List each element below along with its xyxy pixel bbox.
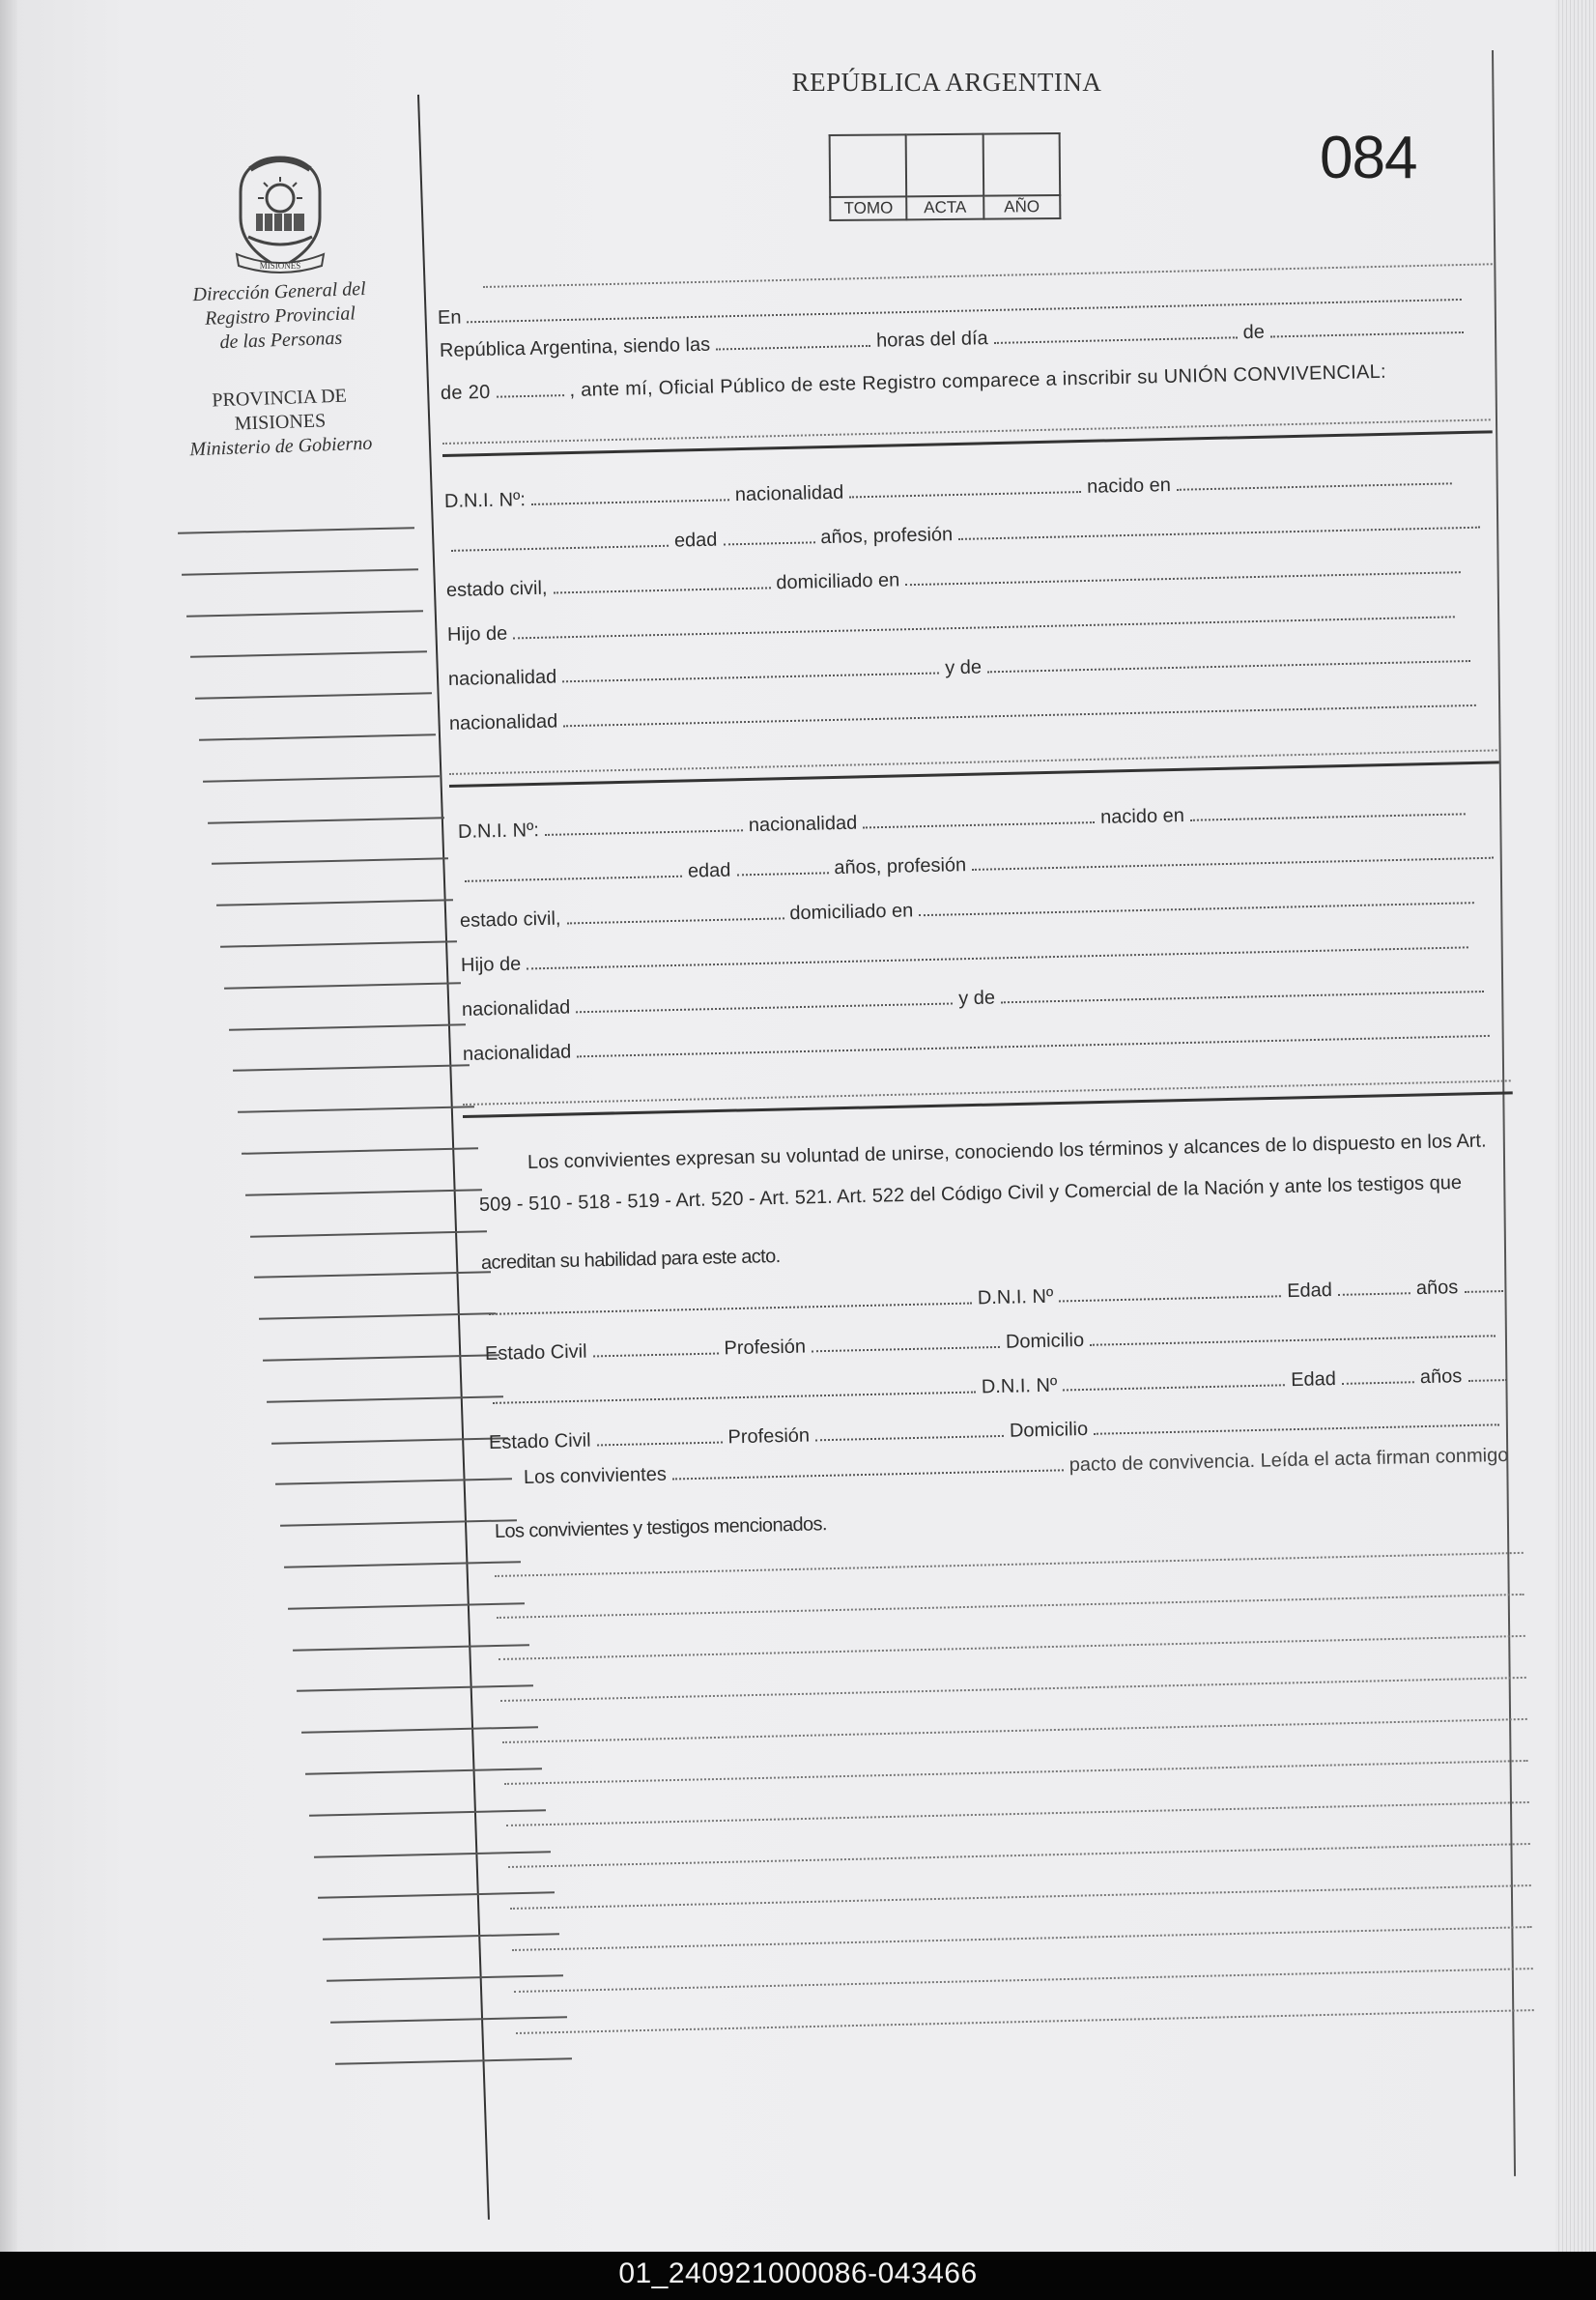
declaration-line-3: acreditan su habilidad para este acto. xyxy=(480,1245,781,1274)
observation-line[interactable] xyxy=(510,1884,1531,1910)
closing-row-2: Los convivientes y testigos mencionados. xyxy=(494,1513,828,1542)
declaration-line-2: 509 - 510 - 518 - 519 - Art. 520 - Art. 521. Art. 522 del Código Civil y Comercial de la Nación y ante los testigos que xyxy=(478,1171,1463,1216)
margin-note-line[interactable] xyxy=(182,568,418,575)
witness-2-anos-label: años xyxy=(1419,1366,1463,1389)
margin-note-line[interactable] xyxy=(284,1561,521,1567)
hour-field[interactable] xyxy=(716,343,870,351)
person-2-madre-nacionalidad-label: nacionalidad xyxy=(462,1041,572,1065)
witness-1-estado-civil-label: Estado Civil xyxy=(484,1340,587,1365)
country-header: REPÚBLICA ARGENTINA xyxy=(791,68,1102,97)
witness-2-dni-label: D.N.I. Nº xyxy=(981,1374,1058,1398)
observation-line[interactable] xyxy=(499,1635,1525,1660)
margin-note-line[interactable] xyxy=(271,1437,508,1444)
person-1-separator xyxy=(449,761,1499,787)
stacked-page-edges xyxy=(1555,0,1596,2252)
observation-line[interactable] xyxy=(502,1718,1527,1743)
person-1-padre-field[interactable] xyxy=(513,614,1455,639)
person-1-profesion-label: años, profesión xyxy=(820,524,954,549)
margin-note-line[interactable] xyxy=(280,1519,517,1526)
person-2-row-6 xyxy=(463,1021,1496,1066)
right-margin-rule xyxy=(1492,50,1516,2176)
observation-line[interactable] xyxy=(514,1968,1533,1993)
witness-2-row-1 xyxy=(487,1365,1513,1410)
witness-1-anos-label: años xyxy=(1415,1277,1459,1300)
opening-bottom-line[interactable] xyxy=(442,418,1491,445)
witness-1-estado-civil-field[interactable] xyxy=(593,1351,719,1358)
margin-note-line[interactable] xyxy=(267,1395,503,1402)
day-field[interactable] xyxy=(994,334,1238,344)
closing-row-1 xyxy=(524,1445,1509,1489)
margin-note-line[interactable] xyxy=(314,1851,551,1857)
witness-2-name-field[interactable] xyxy=(493,1390,976,1404)
ministry-line: Ministerio de Gobierno xyxy=(189,432,373,461)
los-convivientes-label: Los convivientes xyxy=(523,1463,668,1488)
crest-banner-text: MISIONES xyxy=(259,261,301,271)
margin-note-line[interactable] xyxy=(242,1147,478,1154)
margin-note-line[interactable] xyxy=(238,1106,474,1112)
witness-1-domicilio-label: Domicilio xyxy=(1005,1329,1085,1353)
margin-note-line[interactable] xyxy=(220,940,457,947)
person-2-y-de-label: y de xyxy=(957,987,996,1010)
person-2-padre-field[interactable] xyxy=(527,944,1468,969)
person-1-madre-nacionalidad-label: nacionalidad xyxy=(448,710,558,734)
person-1-madre-nacionalidad-field[interactable] xyxy=(563,703,1476,727)
person-1-estado-civil-field[interactable] xyxy=(554,585,771,593)
year-label: de 20 xyxy=(440,381,491,404)
person-2-estado-civil-label: estado civil, xyxy=(459,907,561,932)
margin-note-line[interactable] xyxy=(305,1768,542,1774)
month-field[interactable] xyxy=(1270,330,1464,338)
margin-note-line[interactable] xyxy=(208,817,444,823)
person-1-extra-line[interactable] xyxy=(449,749,1497,775)
year-field[interactable] xyxy=(497,392,564,398)
margin-note-line[interactable] xyxy=(297,1685,533,1692)
person-1-nacionalidad-label: nacionalidad xyxy=(734,481,844,506)
person-2-domiciliado-label: domiciliado en xyxy=(789,900,914,925)
person-2-row-1 xyxy=(458,798,1471,844)
person-2-profesion-label: años, profesión xyxy=(834,854,967,879)
de-label: de xyxy=(1242,321,1266,344)
witness-1-dni-label: D.N.I. Nº xyxy=(977,1285,1054,1309)
person-2-profesion-field[interactable] xyxy=(972,855,1494,871)
witness-1-anos-field[interactable] xyxy=(1464,1288,1502,1293)
left-margin-rule xyxy=(417,95,490,2220)
person-2-padre-nacionalidad-label: nacionalidad xyxy=(461,996,571,1021)
declaration-line-1: Los convivientes expresan su voluntad de unirse, conociendo los términos y alcances de lo dispuesto en los Art. xyxy=(527,1130,1487,1173)
witness-1-edad-field[interactable] xyxy=(1338,1290,1411,1296)
person-1-madre-field[interactable] xyxy=(987,658,1470,673)
margin-note-line[interactable] xyxy=(186,610,423,617)
person-1-row-2 xyxy=(445,512,1487,558)
margin-note-line[interactable] xyxy=(263,1354,499,1361)
tomo-label: TOMO xyxy=(830,196,907,220)
margin-note-line[interactable] xyxy=(301,1726,538,1733)
margin-note-line[interactable] xyxy=(327,1974,563,1981)
person-1-dni-label: D.N.I. Nº: xyxy=(443,489,527,512)
opening-top-line[interactable] xyxy=(483,263,1493,288)
person-2-madre-nacionalidad-field[interactable] xyxy=(577,1033,1490,1057)
witness-1-profesion-label: Profesión xyxy=(724,1336,807,1360)
margin-note-line[interactable] xyxy=(233,1065,470,1072)
person-2-separator xyxy=(463,1091,1513,1117)
observation-line[interactable] xyxy=(500,1677,1526,1702)
section-separator-1 xyxy=(442,430,1493,456)
margin-note-line[interactable] xyxy=(288,1602,525,1609)
margin-note-line[interactable] xyxy=(178,527,414,533)
scan-id: 01_240921000086-043466 xyxy=(618,2257,978,2289)
margin-note-line[interactable] xyxy=(199,733,436,740)
observation-line[interactable] xyxy=(512,1926,1532,1951)
ano-box[interactable] xyxy=(983,133,1060,196)
person-1-name-field[interactable] xyxy=(451,543,669,552)
person-2-domicilio-field[interactable] xyxy=(919,900,1474,916)
en-label: En xyxy=(437,306,462,329)
comparece-text: , ante mí, Oficial Público de este Registro comparece a inscribir su UNIÓN CONVIVENCIAL: xyxy=(569,360,1387,401)
pacto-text: pacto de convivencia. Leída el acta firman conmigo xyxy=(1069,1444,1509,1477)
en-field[interactable] xyxy=(467,297,1462,323)
person-2-estado-civil-field[interactable] xyxy=(567,915,784,924)
person-2-nacido-en-field[interactable] xyxy=(1190,811,1466,820)
observation-line[interactable] xyxy=(508,1843,1530,1868)
person-2-extra-line[interactable] xyxy=(463,1079,1511,1106)
margin-note-line[interactable] xyxy=(335,2057,572,2064)
margin-note-line[interactable] xyxy=(229,1023,466,1030)
pacto-field[interactable] xyxy=(672,1467,1064,1480)
witness-1-profesion-field[interactable] xyxy=(812,1344,1000,1352)
margin-note-line[interactable] xyxy=(330,2016,567,2023)
witness-2-dni-field[interactable] xyxy=(1063,1382,1285,1391)
margin-note-line[interactable] xyxy=(323,1933,559,1940)
issuer-line-2: Registro Provincial xyxy=(204,302,356,330)
misiones-crest-icon xyxy=(227,150,333,275)
person-2-nacido-en-label: nacido en xyxy=(1099,804,1185,828)
person-1-row-4 xyxy=(447,601,1462,647)
province-line-2: MISIONES xyxy=(234,410,327,435)
margin-note-line[interactable] xyxy=(245,1189,482,1195)
margin-note-line[interactable] xyxy=(250,1230,487,1237)
person-1-row-5 xyxy=(448,646,1476,691)
person-2-name-field[interactable] xyxy=(465,874,682,882)
person-2-dni-field[interactable] xyxy=(545,827,743,836)
person-2-row-3 xyxy=(460,887,1481,933)
issuer-line-3: de las Personas xyxy=(219,327,343,354)
horas-label: horas del día xyxy=(875,328,988,352)
person-1-padre-nacionalidad-field[interactable] xyxy=(562,670,939,682)
margin-note-line[interactable] xyxy=(254,1272,491,1279)
witness-1-row-1 xyxy=(483,1276,1509,1321)
person-1-row-6 xyxy=(449,690,1483,735)
witness-1-domicilio-field[interactable] xyxy=(1090,1333,1496,1346)
witness-1-row-2 xyxy=(485,1320,1501,1366)
witness-2-edad-label: Edad xyxy=(1290,1368,1337,1392)
person-1-estado-civil-label: estado civil, xyxy=(445,577,548,601)
person-1-hijo-de-label: Hijo de xyxy=(446,622,508,646)
witness-2-domicilio-field[interactable] xyxy=(1094,1422,1499,1435)
person-2-padre-nacionalidad-field[interactable] xyxy=(576,1000,953,1013)
opening-row-3 xyxy=(441,361,1386,405)
ano-label: AÑO xyxy=(983,195,1061,219)
witness-2-anos-field[interactable] xyxy=(1468,1377,1506,1382)
person-1-row-1 xyxy=(444,468,1458,513)
province-line-1: PROVINCIA DE xyxy=(212,385,348,412)
book-spine-shadow xyxy=(0,0,17,2252)
issuer-block xyxy=(173,276,387,357)
margin-note-line[interactable] xyxy=(212,858,448,865)
tomo-box[interactable] xyxy=(830,134,907,197)
person-1-edad-field[interactable] xyxy=(723,539,814,545)
margin-note-line[interactable] xyxy=(318,1892,555,1899)
person-2-row-2 xyxy=(459,843,1500,888)
person-1-nacionalidad-field[interactable] xyxy=(849,489,1081,498)
observation-line[interactable] xyxy=(497,1594,1525,1619)
person-2-edad-field[interactable] xyxy=(736,870,828,876)
margin-note-line[interactable] xyxy=(275,1479,512,1485)
observation-line[interactable] xyxy=(504,1760,1528,1785)
witness-1-name-field[interactable] xyxy=(489,1301,972,1315)
acta-box[interactable] xyxy=(906,134,983,197)
person-2-dni-label: D.N.I. Nº: xyxy=(457,819,540,843)
person-2-nacionalidad-label: nacionalidad xyxy=(748,812,858,837)
witness-2-profesion-field[interactable] xyxy=(815,1433,1004,1441)
person-1-domiciliado-label: domiciliado en xyxy=(776,569,900,594)
person-2-nacionalidad-field[interactable] xyxy=(863,819,1095,828)
witness-2-edad-field[interactable] xyxy=(1342,1379,1414,1385)
margin-note-line[interactable] xyxy=(293,1644,529,1651)
person-1-nacido-en-label: nacido en xyxy=(1086,474,1172,498)
person-1-dni-field[interactable] xyxy=(531,497,729,505)
margin-note-line[interactable] xyxy=(309,1809,546,1816)
person-1-domicilio-field[interactable] xyxy=(905,569,1461,586)
issuer-line-1: Dirección General del xyxy=(192,277,367,306)
republica-label: República Argentina, siendo las xyxy=(439,333,711,361)
margin-note-line[interactable] xyxy=(203,775,440,782)
acta-label: ACTA xyxy=(907,196,984,220)
person-2-row-4 xyxy=(461,932,1475,977)
registry-reference-table xyxy=(829,132,1062,219)
witness-2-profesion-label: Profesión xyxy=(727,1424,811,1449)
observation-line[interactable] xyxy=(495,1552,1524,1577)
province-block xyxy=(173,383,387,463)
witness-2-estado-civil-field[interactable] xyxy=(597,1440,723,1447)
person-1-profesion-field[interactable] xyxy=(958,525,1480,540)
observation-line[interactable] xyxy=(506,1801,1529,1826)
person-2-madre-field[interactable] xyxy=(1001,989,1484,1003)
witness-2-domicilio-label: Domicilio xyxy=(1009,1418,1089,1442)
person-1-row-3 xyxy=(446,557,1468,602)
witness-1-dni-field[interactable] xyxy=(1059,1293,1281,1302)
witness-1-edad-label: Edad xyxy=(1286,1279,1333,1303)
margin-note-line[interactable] xyxy=(224,982,461,989)
document-number: 084 xyxy=(1320,125,1417,191)
margin-note-line[interactable] xyxy=(190,651,427,658)
observation-line[interactable] xyxy=(516,2009,1534,2034)
person-1-nacido-en-field[interactable] xyxy=(1177,480,1452,490)
person-1-edad-label: edad xyxy=(673,529,718,552)
person-1-y-de-label: y de xyxy=(944,656,983,679)
person-2-edad-label: edad xyxy=(687,859,731,882)
margin-note-line[interactable] xyxy=(195,692,432,699)
witness-2-estado-civil-label: Estado Civil xyxy=(488,1429,591,1453)
person-2-hijo-de-label: Hijo de xyxy=(460,953,522,976)
person-1-padre-nacionalidad-label: nacionalidad xyxy=(447,666,557,690)
person-2-row-5 xyxy=(462,976,1490,1021)
margin-note-line[interactable] xyxy=(216,899,453,906)
